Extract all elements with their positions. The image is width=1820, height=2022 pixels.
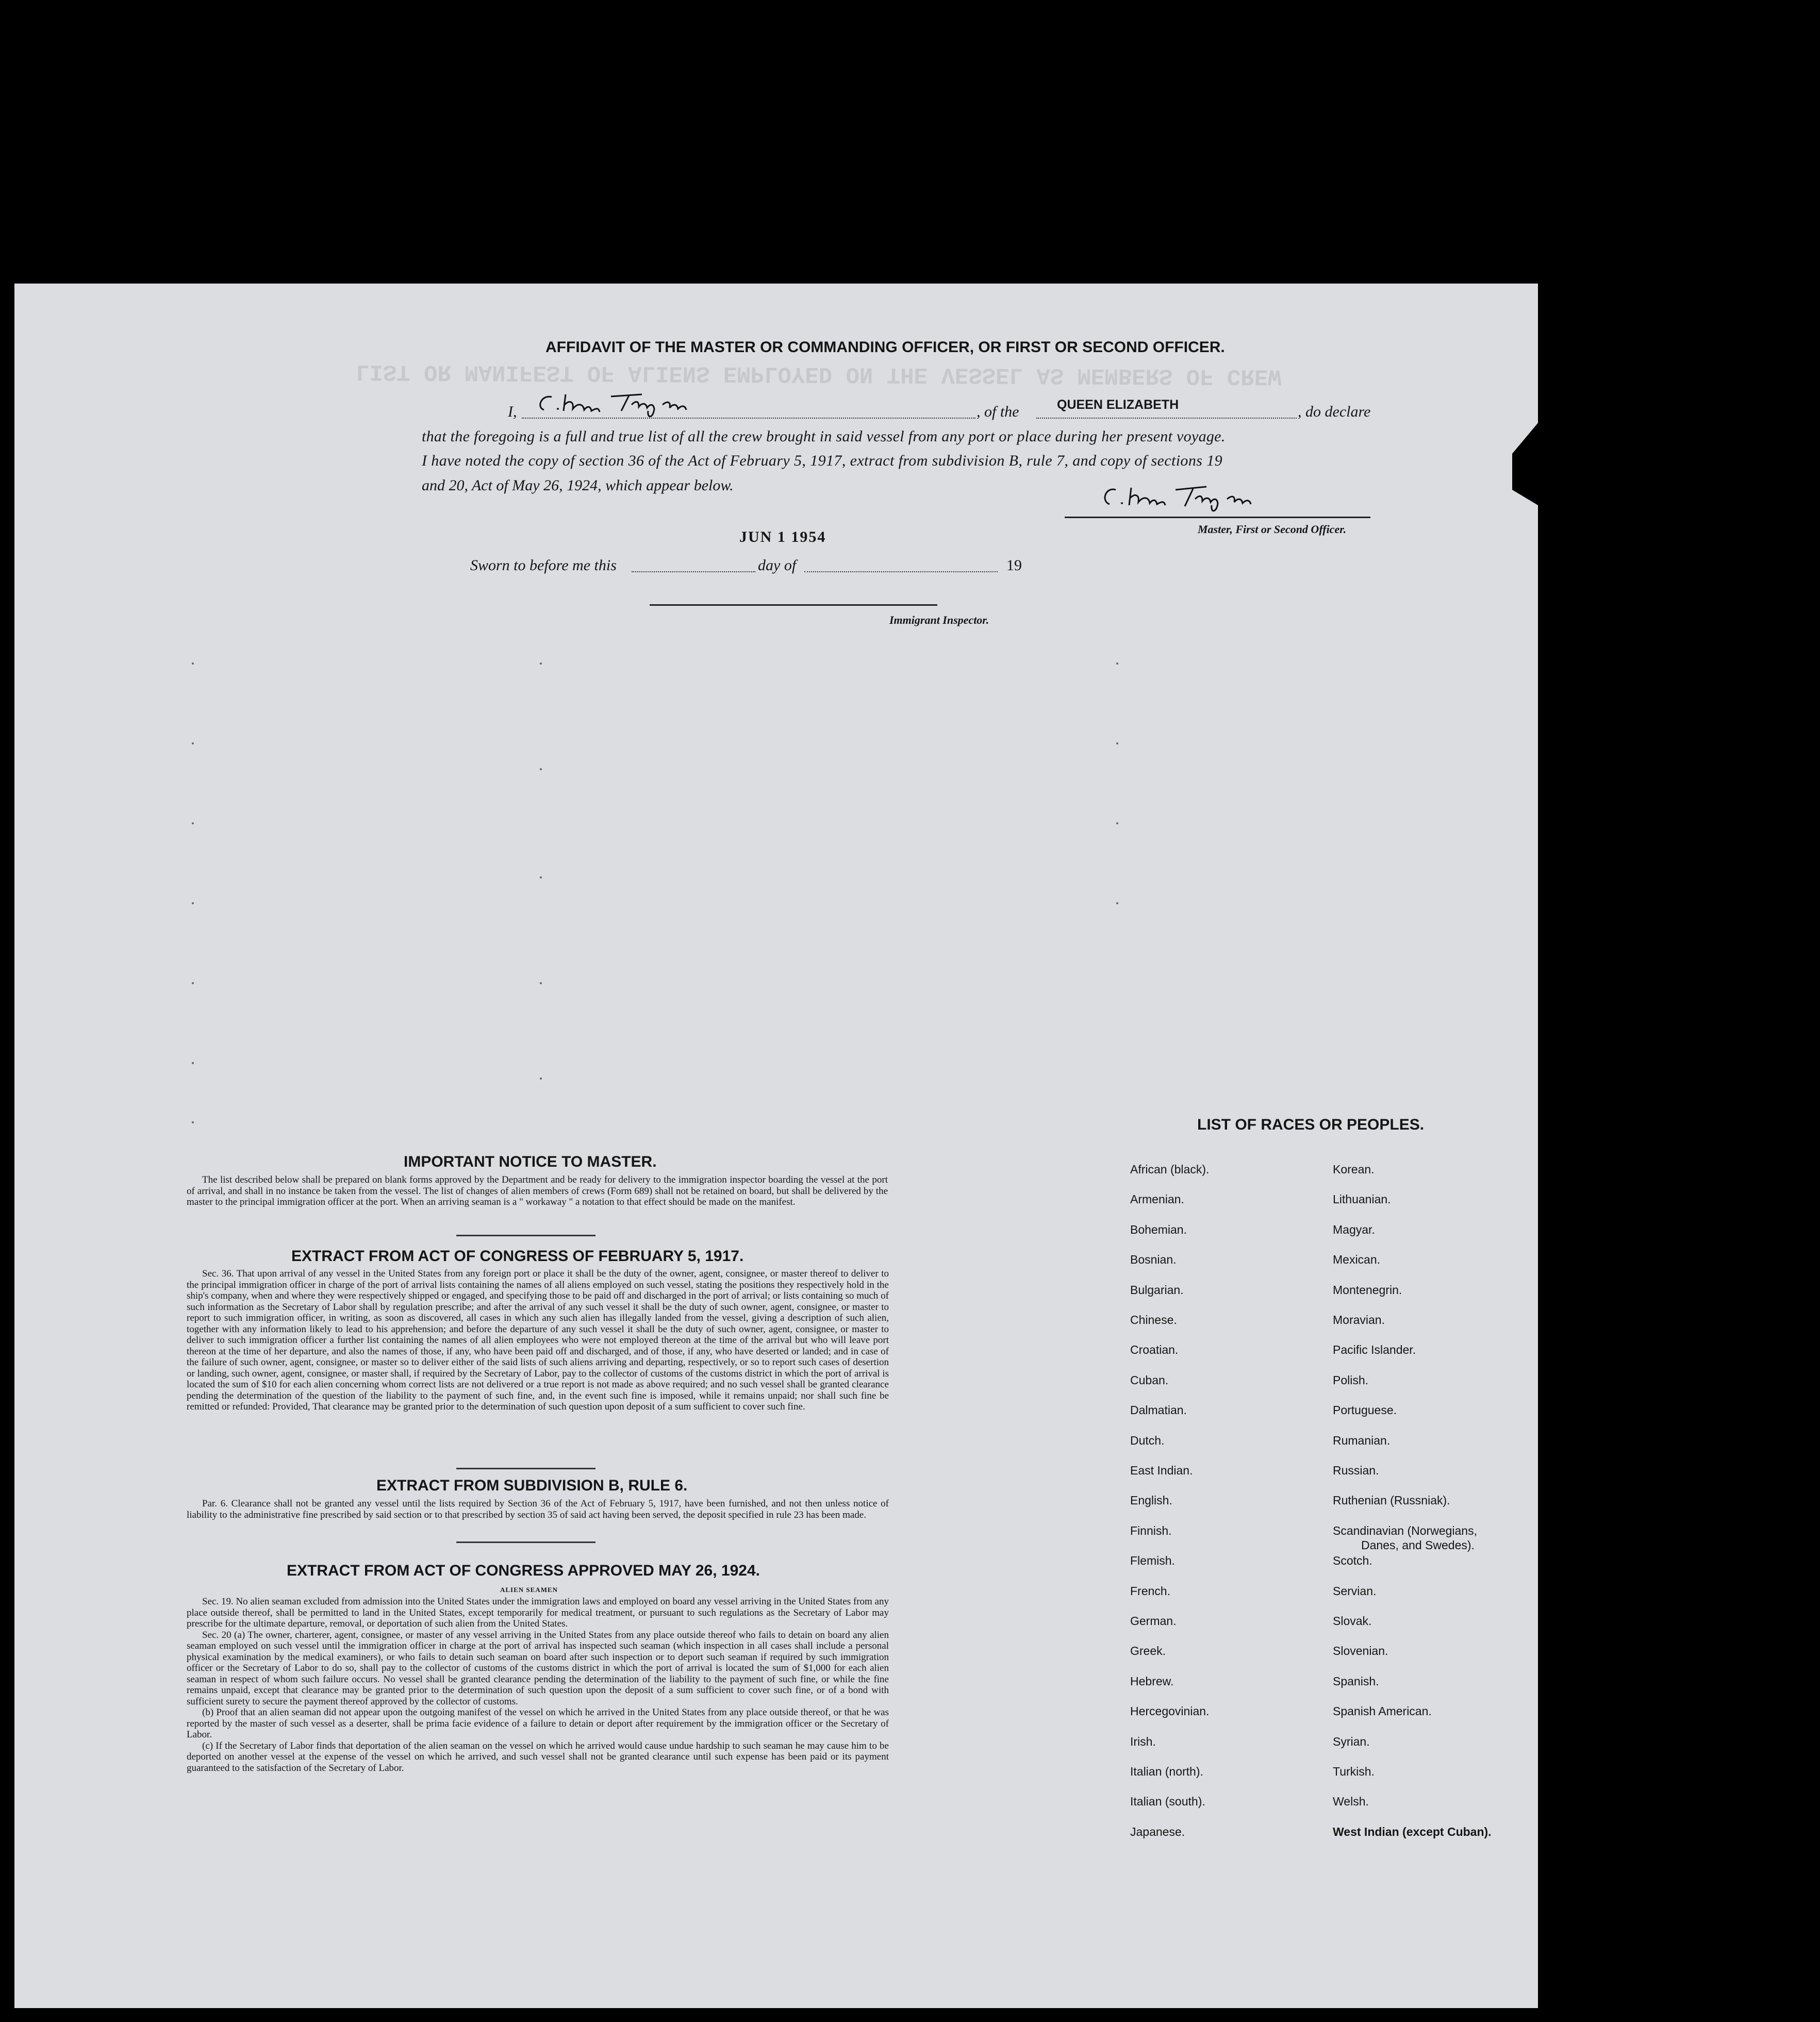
punch-hole [1688, 1672, 1718, 1706]
notice-title: IMPORTANT NOTICE TO MASTER. [404, 1153, 657, 1170]
sec-20b-paragraph: (b) Proof that an alien seaman did not appear upon the outgoing manifest of the vessel on which he arrived in the United States from any place outside thereof, or that he was reported by the master of such vessel as a deserter, shall be prima facie evidence of a failure to detain or deport after requirement by the immigration officer or the Secretary of Labor. [187, 1707, 889, 1740]
form-dot [540, 662, 542, 665]
form-dot [1116, 822, 1118, 824]
form-dot [192, 902, 194, 904]
punch-hole [1690, 1757, 1720, 1791]
sworn-label: Sworn to before me this [470, 557, 617, 574]
race-item: Moravian. [1333, 1313, 1385, 1327]
race-item: Scandinavian (Norwegians, [1333, 1523, 1477, 1537]
section-divider [456, 1235, 595, 1236]
affidavit-line-4: and 20, Act of May 26, 1924, which appear below. [422, 477, 734, 494]
section-divider [456, 1542, 595, 1543]
form-dot [192, 742, 194, 744]
stamp-date: JUN 1 1954 [739, 528, 826, 545]
punch-hole [1680, 1410, 1710, 1444]
affidavit-line-3: I have noted the copy of section 36 of the Act of February 5, 1917, extract from subdivision B, rule 7, and copy of sections 19 [422, 452, 1223, 469]
race-item: Magyar. [1333, 1222, 1375, 1236]
extract-1924-text [187, 1596, 889, 1774]
of-the-label: , of the [977, 403, 1019, 420]
officer-caption: Master, First or Second Officer. [1198, 523, 1347, 536]
extract-1924-title: EXTRACT FROM ACT OF CONGRESS APPROVED MAY 26, 1924. [287, 1562, 760, 1579]
race-item: Polish. [1333, 1373, 1369, 1387]
sec-19-paragraph: Sec. 19. No alien seaman excluded from admission into the United States under the immigration laws and employed on board any vessel arriving in the United States from any place outside thereof, shall be permitted to land in the United States, except temporarily for medical treatment, or pursuant to such regulations as the Secretary of Labor may prescribe for the ultimate departure, removal, or deportation of such alien from the United States. [187, 1596, 889, 1629]
form-dot [1116, 902, 1118, 904]
race-item-continuation: Danes, and Swedes). [1361, 1538, 1475, 1552]
affidavit-prefix: I, [508, 403, 517, 420]
race-item: Russian. [1333, 1464, 1379, 1477]
race-item: Slovak. [1333, 1614, 1372, 1628]
races-title: LIST OF RACES OR PEOPLES. [1197, 1116, 1425, 1133]
race-item: Spanish. [1333, 1674, 1379, 1688]
race-item: Italian (north). [1130, 1765, 1203, 1778]
officer-signature-image [1098, 479, 1273, 516]
sworn-day-line [632, 571, 755, 572]
signature-image [534, 389, 719, 420]
race-item: Spanish American. [1333, 1704, 1432, 1718]
race-item: Cuban. [1130, 1373, 1169, 1387]
race-item: African (black). [1130, 1163, 1210, 1176]
sworn-month-line [804, 571, 998, 572]
race-item: French. [1130, 1584, 1170, 1598]
race-item: Korean. [1333, 1163, 1375, 1176]
race-item: Slovenian. [1333, 1644, 1388, 1658]
race-item: West Indian (except Cuban). [1333, 1825, 1492, 1838]
race-item: Dutch. [1130, 1433, 1165, 1447]
sec-20a-paragraph: Sec. 20 (a) The owner, charterer, agent, consignee, or master of any vessel arriving in the United States from any place outside thereof who fails to detain on board any alien seaman employed on such vessel until the immigration officer in charge at the port of arrival has inspected such seaman (which inspection in all cases shall include a personal physical examination by the medical examiners), or who fails to detain such seaman on board after such inspection or to deport such seaman if required by such immigration officer or the Secretary of Labor to do so, shall pay to the collector of customs of the customs district in which the port of arrival is located the sum of $1,000 for each alien seaman in respect of whom such failure occurs. No vessel shall be granted clearance pending the determination of the liability to the payment of such fine, or while the fine remains unpaid, except that clearance may be granted prior to the determination of such question upon the deposit of a sum sufficient to cover such fine, or of a bond with sufficient surety to secure the payment thereof approved by the collector of customs. [187, 1629, 889, 1707]
year-label: 19 [1006, 557, 1022, 574]
vessel-name-line [1036, 418, 1297, 419]
race-item: Armenian. [1130, 1192, 1184, 1206]
bleed-through-text: LIST OR MANIFEST OF ALIENS EMPLOYED ON THE VESSEL AS MEMBERS OF CREW [355, 358, 1282, 389]
inspector-signature-line [650, 604, 937, 606]
race-item: Turkish. [1333, 1765, 1375, 1778]
vessel-name: QUEEN ELIZABETH [1057, 397, 1179, 412]
race-item: Pacific Islander. [1333, 1343, 1416, 1357]
day-of-label: day of [758, 557, 797, 574]
race-item: Chinese. [1130, 1313, 1177, 1327]
section-divider [456, 1468, 595, 1469]
form-dot [540, 876, 542, 879]
alien-seamen-subtitle: ALIEN SEAMEN [500, 1586, 558, 1594]
race-item: Montenegrin. [1333, 1283, 1402, 1297]
punch-hole [1678, 767, 1708, 801]
form-dot [540, 982, 542, 984]
notice-paragraph: The list described below shall be prepared on blank forms approved by the Department and be ready for delivery to the immigration inspector boarding the vessel at the port of arrival, and shall in no instance be taken from the vessel. The list of changes of alien members of crews (Form 689) shall not be retained on board, but shall be delivered by the master to the principal immigration officer at the port. When an arriving seaman is a " workaway " a notation to that effect should be made on the manifest. [187, 1174, 888, 1207]
notice-text [187, 1174, 888, 1208]
race-item: Irish. [1130, 1734, 1156, 1748]
race-item: Bulgarian. [1130, 1283, 1184, 1297]
do-declare-label: , do declare [1298, 403, 1371, 420]
punch-hole [1672, 511, 1702, 545]
form-dot [540, 1078, 542, 1080]
form-dot [192, 1121, 194, 1123]
punch-hole [1678, 852, 1708, 886]
extract-1917-text [187, 1268, 889, 1413]
affidavit-line-2: that the foregoing is a full and true list of all the crew brought in said vessel from any port or place during her present voyage. [422, 428, 1226, 445]
officer-signature-line [1065, 517, 1370, 518]
race-item: German. [1130, 1614, 1177, 1628]
race-item: Servian. [1333, 1584, 1377, 1598]
race-item: Japanese. [1130, 1825, 1185, 1838]
race-item: Rumanian. [1333, 1433, 1391, 1447]
form-dot [1116, 662, 1118, 665]
race-item: Italian (south). [1130, 1795, 1205, 1809]
race-item: Greek. [1130, 1644, 1166, 1658]
form-dot [192, 982, 194, 984]
race-item: Bosnian. [1130, 1253, 1177, 1267]
rule-6-text [187, 1498, 889, 1520]
form-dot [1116, 742, 1118, 744]
race-item: Croatian. [1130, 1343, 1179, 1357]
race-item: English. [1130, 1494, 1172, 1507]
race-item: Scotch. [1333, 1554, 1372, 1568]
race-item: Portuguese. [1333, 1403, 1397, 1417]
rule-6-title: EXTRACT FROM SUBDIVISION B, RULE 6. [376, 1477, 688, 1494]
race-item: Lithuanian. [1333, 1192, 1391, 1206]
form-dot [192, 822, 194, 824]
section-36-paragraph: Sec. 36. That upon arrival of any vessel in the United States from any foreign port or place it shall be the duty of the owner, agent, consignee, or master thereof to deliver to the principal immigration officer in charge of the port of arrival lists containing the names of all aliens employed on such vessel, stating the positions they respectively hold in the ship's company, when and where they were respectively shipped or engaged, and specifying those to be paid off and discharged in the port of arrival; or lists containing so much of such information as the Secretary of Labor shall by regulation prescribe; and after the arrival of any such vessel it shall be the duty of such owner, agent, consignee, or master to report to such immigration officer, in writing, as soon as discovered, all cases in which any such alien has illegally landed from the vessel, giving a description of such alien, together with any information likely to lead to his apprehension; and before the departure of any such vessel it shall be the duty of such owner, agent, consignee, or master to deliver to such immigration officer a further list containing the names of all alien employees who were not employed thereon at the time of the arrival but who will leave port thereon at the time of her departure, and also the names of those, if any, who have been paid off and discharged, and of those, if any, who have deserted or landed; and in case of the failure of such owner, agent, consignee, or master so to deliver either of the said lists of such aliens arriving and departing, respectively, or so to report such cases of desertion or landing, such owner, agent, consignee, or master shall, if required by the Secretary of Labor, pay to the collector of customs of the customs district in which the port of arrival is located the sum of $10 for each alien concerning whom correct lists are not delivered or a true report is not made as above required; and no such vessel shall be granted clearance pending the determination of the question of the liability to the payment of such fine, and, in the event such fine is imposed, while it remains unpaid; nor shall such fine be remitted or refunded: Provided, That clearance may be granted prior to the determination of such question upon deposit of a sum sufficient to cover such fine. [187, 1268, 889, 1412]
race-item: Ruthenian (Russniak). [1333, 1494, 1450, 1507]
affidavit-title: AFFIDAVIT OF THE MASTER OR COMMANDING OFFICER, OR FIRST OR SECOND OFFICER. [545, 339, 1225, 356]
race-item: Bohemian. [1130, 1222, 1187, 1236]
punch-hole [1682, 1326, 1712, 1360]
form-dot [540, 768, 542, 770]
race-item: Dalmatian. [1130, 1403, 1187, 1417]
sec-20c-paragraph: (c) If the Secretary of Labor finds that deportation of the alien seaman on the vessel on which he arrived would cause undue hardship to such seaman he may cause him to be deported on another vessel at the expense of the vessel on which he arrived, and such vessel shall not be granted clearance until such expense has been paid or its payment guaranteed to the satisfaction of the Secretary of Labor. [187, 1740, 889, 1774]
par-6-paragraph: Par. 6. Clearance shall not be granted any vessel until the lists required by Section 36 of the Act of February 5, 1917, have been furnished, and not then unless notice of liability to the administrative fine prescribed by said section or to that prescribed by section 35 of said act having been served, the deposit specified in rule 23 has been made. [187, 1498, 889, 1520]
race-item: Welsh. [1333, 1795, 1369, 1809]
race-item: Flemish. [1130, 1554, 1175, 1568]
form-dot [192, 1062, 194, 1064]
race-item: Hebrew. [1130, 1674, 1174, 1688]
race-item: Finnish. [1130, 1523, 1172, 1537]
form-dot [192, 662, 194, 665]
extract-1917-title: EXTRACT FROM ACT OF CONGRESS OF FEBRUARY 5, 1917. [291, 1248, 744, 1265]
inspector-caption: Immigrant Inspector. [889, 614, 989, 626]
race-item: Syrian. [1333, 1734, 1370, 1748]
race-item: Mexican. [1333, 1253, 1381, 1267]
race-item: Hercegovinian. [1130, 1704, 1210, 1718]
race-item: East Indian. [1130, 1464, 1193, 1477]
